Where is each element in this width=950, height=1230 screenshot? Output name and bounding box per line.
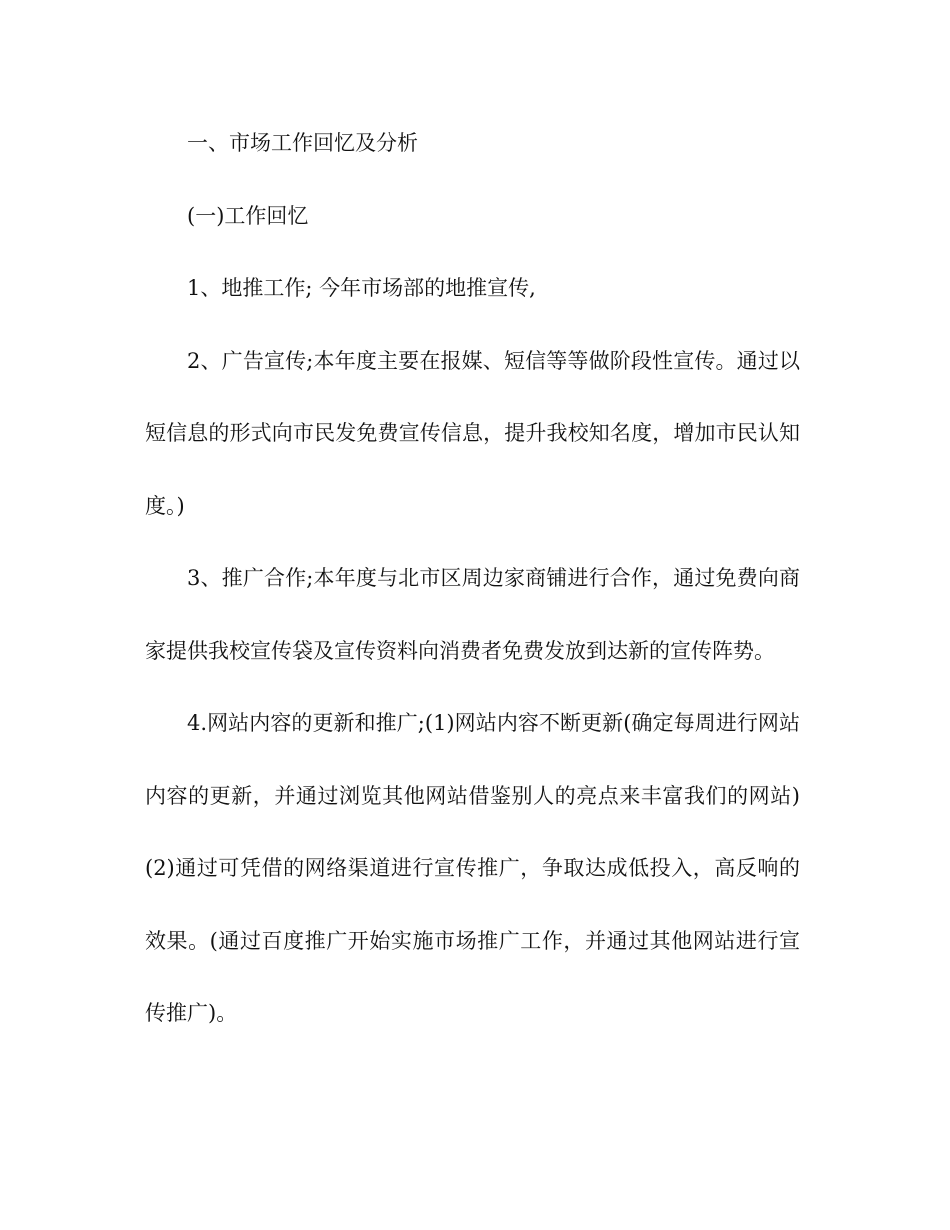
document-body <box>145 107 800 1050</box>
paragraph-website: 4.网站内容的更新和推广;(1)网站内容不断更新(确定每周进行网站内容的更新，并通过浏览其他网站借鉴别人的亮点来丰富我们的网站)(2)通过可凭借的网络渠道进行宣传推广，争取达成低投入，高反响的效果。(通过百度推广开始实施市场推广工作，并通过其他网站进行宣传推广)。 <box>145 711 800 1025</box>
paragraph-ground-promotion: 1、地推工作; 今年市场部的地推宣传, <box>187 276 536 300</box>
subsection-heading: (一)工作回忆 <box>187 203 309 228</box>
paragraph-partnership: 3、推广合作;本年度与北市区周边家商铺进行合作，通过免费向商家提供我校宣传袋及宣传资料向消费者免费发放到达新的宣传阵势。 <box>145 566 800 663</box>
section-heading: 一、市场工作回忆及分析 <box>187 131 418 155</box>
paragraph-advertising: 2、广告宣传;本年度主要在报媒、短信等等做阶段性宣传。通过以短信息的形式向市民发免费宣传信息，提升我校知名度，增加市民认知度。) <box>145 348 800 518</box>
